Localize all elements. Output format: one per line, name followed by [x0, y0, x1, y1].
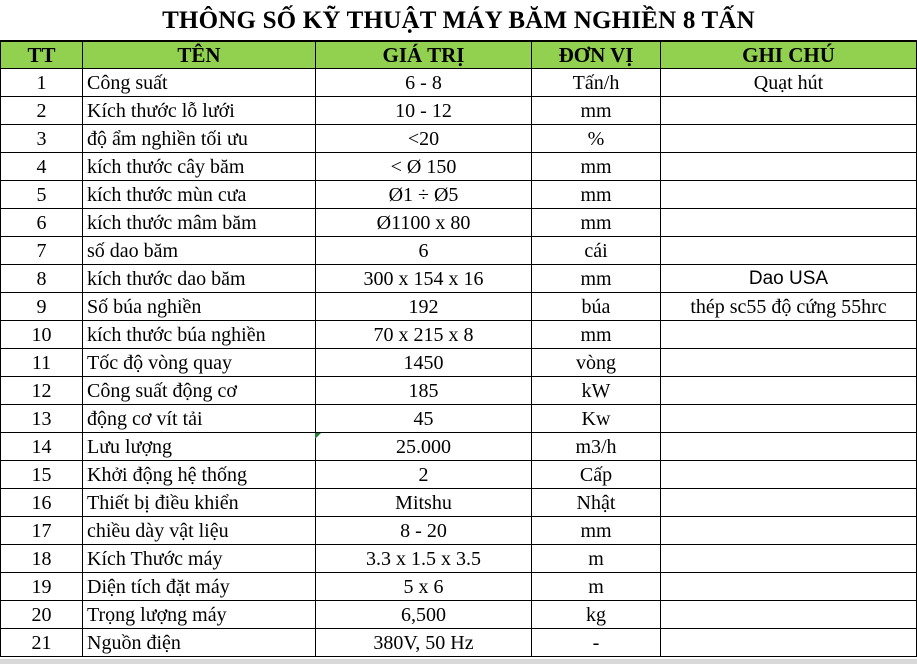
- unit-cell[interactable]: búa: [532, 293, 661, 321]
- note-cell[interactable]: [661, 377, 917, 405]
- header-tt[interactable]: TT: [1, 42, 83, 69]
- unit-cell[interactable]: mm: [532, 181, 661, 209]
- note-cell[interactable]: [661, 573, 917, 601]
- value-cell[interactable]: 3.3 x 1.5 x 3.5: [316, 545, 532, 573]
- note-cell[interactable]: [661, 321, 917, 349]
- value-cell[interactable]: 380V, 50 Hz: [316, 629, 532, 657]
- unit-cell[interactable]: -: [532, 629, 661, 657]
- sheet-title: THÔNG SỐ KỸ THUẬT MÁY BĂM NGHIỀN 8 TẤN: [0, 0, 917, 41]
- cell-comment-marker: [315, 433, 321, 439]
- note-cell[interactable]: [661, 125, 917, 153]
- table-row: [1, 629, 917, 657]
- table-row: [1, 545, 917, 573]
- name-cell[interactable]: Thiết bị điều khiển: [83, 489, 316, 517]
- table-row: [1, 489, 917, 517]
- value-cell[interactable]: 6: [316, 237, 532, 265]
- table-row: [1, 125, 917, 153]
- name-cell[interactable]: kích thước búa nghiền: [83, 321, 316, 349]
- note-cell[interactable]: [661, 517, 917, 545]
- value-cell[interactable]: < Ø 150: [316, 153, 532, 181]
- value-cell[interactable]: Mitshu: [316, 489, 532, 517]
- note-cell[interactable]: [661, 97, 917, 125]
- table-row: [1, 293, 917, 321]
- value-cell[interactable]: 10 - 12: [316, 97, 532, 125]
- header-note[interactable]: GHI CHÚ: [661, 42, 917, 69]
- value-cell[interactable]: Ø1100 x 80: [316, 209, 532, 237]
- row-number-cell[interactable]: 16: [1, 489, 83, 517]
- row-number-cell[interactable]: 11: [1, 349, 83, 377]
- row-number-cell[interactable]: 21: [1, 629, 83, 657]
- value-cell[interactable]: 45: [316, 405, 532, 433]
- note-cell[interactable]: [661, 489, 917, 517]
- name-cell[interactable]: Tốc độ vòng quay: [83, 349, 316, 377]
- unit-cell[interactable]: kg: [532, 601, 661, 629]
- note-cell[interactable]: thép sc55 độ cứng 55hrc: [661, 293, 917, 321]
- unit-cell[interactable]: Cấp: [532, 461, 661, 489]
- note-cell[interactable]: [661, 209, 917, 237]
- table-row: [1, 97, 917, 125]
- table-row: [1, 601, 917, 629]
- table-row: [1, 433, 917, 461]
- value-cell[interactable]: 8 - 20: [316, 517, 532, 545]
- table-row: [1, 321, 917, 349]
- name-cell[interactable]: Kích thước lỗ lưới: [83, 97, 316, 125]
- table-row: [1, 209, 917, 237]
- row-number-cell[interactable]: 5: [1, 181, 83, 209]
- name-cell[interactable]: Công suất động cơ: [83, 377, 316, 405]
- header-row: [1, 42, 917, 69]
- value-cell[interactable]: 185: [316, 377, 532, 405]
- unit-cell[interactable]: mm: [532, 97, 661, 125]
- name-cell[interactable]: độ ẩm nghiền tối ưu: [83, 125, 316, 153]
- name-cell[interactable]: Số búa nghiền: [83, 293, 316, 321]
- table-row: [1, 573, 917, 601]
- unit-cell[interactable]: Kw: [532, 405, 661, 433]
- note-cell[interactable]: [661, 153, 917, 181]
- row-number-cell[interactable]: 6: [1, 209, 83, 237]
- spec-table: [0, 41, 917, 657]
- row-number-cell[interactable]: 3: [1, 125, 83, 153]
- note-cell[interactable]: [661, 349, 917, 377]
- row-number-cell[interactable]: 17: [1, 517, 83, 545]
- unit-cell[interactable]: %: [532, 125, 661, 153]
- sheet-bottom-edge: [0, 659, 917, 664]
- value-cell[interactable]: 70 x 215 x 8: [316, 321, 532, 349]
- row-number-cell[interactable]: 2: [1, 97, 83, 125]
- note-cell[interactable]: [661, 237, 917, 265]
- name-cell[interactable]: kích thước cây băm: [83, 153, 316, 181]
- value-cell[interactable]: 192: [316, 293, 532, 321]
- name-cell[interactable]: kích thước mùn cưa: [83, 181, 316, 209]
- name-cell[interactable]: số dao băm: [83, 237, 316, 265]
- value-cell[interactable]: Ø1 ÷ Ø5: [316, 181, 532, 209]
- note-cell[interactable]: [661, 181, 917, 209]
- note-cell[interactable]: [661, 405, 917, 433]
- name-cell[interactable]: Diện tích đặt máy: [83, 573, 316, 601]
- unit-cell[interactable]: m: [532, 573, 661, 601]
- value-cell[interactable]: 6 - 8: [316, 69, 532, 97]
- row-number-cell[interactable]: 13: [1, 405, 83, 433]
- table-row: [1, 153, 917, 181]
- note-cell[interactable]: Dao USA: [661, 265, 917, 293]
- row-number-cell[interactable]: 19: [1, 573, 83, 601]
- value-cell[interactable]: 25.000: [316, 433, 532, 461]
- name-cell[interactable]: Công suất: [83, 69, 316, 97]
- header-name[interactable]: TÊN: [83, 42, 316, 69]
- table-body: [1, 69, 917, 657]
- row-number-cell[interactable]: 18: [1, 545, 83, 573]
- row-number-cell[interactable]: 20: [1, 601, 83, 629]
- row-number-cell[interactable]: 7: [1, 237, 83, 265]
- unit-cell[interactable]: mm: [532, 209, 661, 237]
- header-value[interactable]: GIÁ TRỊ: [316, 42, 532, 69]
- unit-cell[interactable]: vòng: [532, 349, 661, 377]
- name-cell[interactable]: Trọng lượng máy: [83, 601, 316, 629]
- note-cell[interactable]: [661, 433, 917, 461]
- note-cell[interactable]: [661, 545, 917, 573]
- note-cell[interactable]: [661, 461, 917, 489]
- value-cell[interactable]: 2: [316, 461, 532, 489]
- name-cell[interactable]: Lưu lượng: [83, 433, 316, 461]
- note-cell[interactable]: [661, 601, 917, 629]
- table-row: [1, 517, 917, 545]
- name-cell[interactable]: kích thước dao băm: [83, 265, 316, 293]
- row-number-cell[interactable]: 12: [1, 377, 83, 405]
- row-number-cell[interactable]: 10: [1, 321, 83, 349]
- row-number-cell[interactable]: 15: [1, 461, 83, 489]
- unit-cell[interactable]: kW: [532, 377, 661, 405]
- unit-cell[interactable]: cái: [532, 237, 661, 265]
- name-cell[interactable]: động cơ vít tải: [83, 405, 316, 433]
- value-cell[interactable]: 1450: [316, 349, 532, 377]
- row-number-cell[interactable]: 8: [1, 265, 83, 293]
- value-cell[interactable]: <20: [316, 125, 532, 153]
- table-row: [1, 237, 917, 265]
- table-row: [1, 405, 917, 433]
- value-cell[interactable]: 300 x 154 x 16: [316, 265, 532, 293]
- value-cell[interactable]: 5 x 6: [316, 573, 532, 601]
- note-cell[interactable]: Quạt hút: [661, 69, 917, 97]
- unit-cell[interactable]: m3/h: [532, 433, 661, 461]
- name-cell[interactable]: Khởi động hệ thống: [83, 461, 316, 489]
- table-row: [1, 349, 917, 377]
- name-cell[interactable]: kích thước mâm băm: [83, 209, 316, 237]
- header-unit[interactable]: ĐƠN VỊ: [532, 42, 661, 69]
- unit-cell[interactable]: mm: [532, 321, 661, 349]
- row-number-cell[interactable]: 9: [1, 293, 83, 321]
- unit-cell[interactable]: mm: [532, 517, 661, 545]
- row-number-cell[interactable]: 4: [1, 153, 83, 181]
- name-cell[interactable]: Kích Thước máy: [83, 545, 316, 573]
- note-cell[interactable]: [661, 629, 917, 657]
- unit-cell[interactable]: mm: [532, 265, 661, 293]
- name-cell[interactable]: chiều dày vật liệu: [83, 517, 316, 545]
- row-number-cell[interactable]: 14: [1, 433, 83, 461]
- unit-cell[interactable]: mm: [532, 153, 661, 181]
- table-row: [1, 377, 917, 405]
- value-cell[interactable]: 6,500: [316, 601, 532, 629]
- name-cell[interactable]: Nguồn điện: [83, 629, 316, 657]
- unit-cell[interactable]: Tấn/h: [532, 69, 661, 97]
- table-row: [1, 69, 917, 97]
- table-row: [1, 265, 917, 293]
- table-row: [1, 461, 917, 489]
- row-number-cell[interactable]: 1: [1, 69, 83, 97]
- unit-cell[interactable]: Nhật: [532, 489, 661, 517]
- table-row: [1, 181, 917, 209]
- unit-cell[interactable]: m: [532, 545, 661, 573]
